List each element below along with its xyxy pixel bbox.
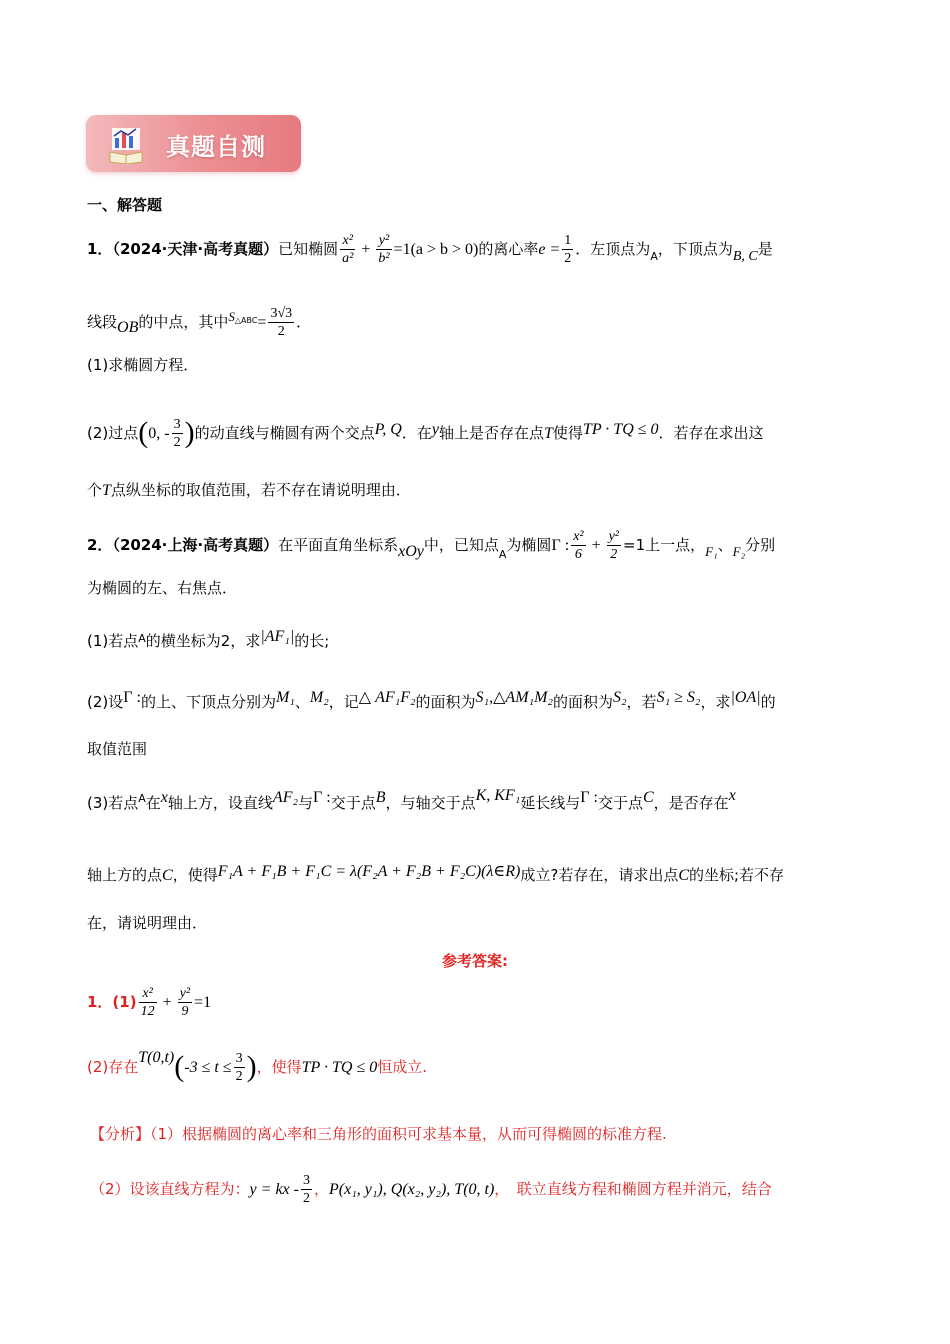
fraction-y2-b2: $\frac{\text{y²}}{\text{b²}}$ [378,233,390,266]
ellipse-condition: =1(a > b > 0) [393,241,479,258]
q2-text: 轴上方的点 [87,866,163,884]
t-range: -3 ≤ t ≤ [184,1059,232,1076]
ellipse-gamma: Γ : [313,789,331,806]
q2-text: ，使得 [172,866,218,884]
q1-text: 轴上是否存在点 [438,424,544,442]
point-b: B [375,789,386,806]
q2-text: 在 [145,794,161,812]
length-af1: |AF₁| [260,628,295,645]
q2-text: 为椭圆 [506,536,552,554]
point-a: A [498,548,507,561]
q1-part-2: (2)过点(0, - $\frac{3}{2}$ )的动直线与椭圆有两个交点P, Q．在y轴上是否存在点T使得TP · TQ ≤ 0．若存在求出这 [87,416,764,450]
dot-product-condition: TP · TQ ≤ 0 [301,1059,378,1076]
section-banner [86,115,301,172]
fraction-y2-2: $\frac{\text{y²}}{2}$ [608,529,620,562]
q1-text: 是 [757,240,773,258]
q2-text: ，是否存在 [653,794,729,812]
fraction-one-half: $\frac{1}{2}$ [564,233,572,266]
q2-part-3-cont [87,862,784,886]
line-af2: AF₂ [272,789,299,806]
area-subscript: △ABC [234,316,258,325]
section-heading: 一、解答题 [87,196,163,214]
q2-part-2-cont: 取值范围 [87,740,148,758]
q2-text: 成立?若存在，请求出点 [520,866,679,884]
q1-text: 个 [87,481,103,499]
q2-text: =1上一点， [623,536,706,554]
x-axis-symbol: x [160,789,168,806]
coordinate-system: xOy [398,543,424,560]
point-c: C [678,867,689,884]
intersection-points: P(x₁, y₁), Q(x₂, y₂), T(0, t) [329,1181,495,1198]
q2-text: ，若 [626,693,657,711]
area-s2: S₂ [612,689,627,706]
q2-text: 与 [298,794,314,812]
q1-text: ．左顶点为 [575,240,651,258]
q1-text: 点纵坐标的取值范围，若不存在请说明理由． [110,481,411,499]
q1-line-1: 1．（2024·天津·高考真题）已知椭圆 $\frac{\text{x²}}{\text{a²}}$ + $\frac{\text{y²}}{\text{b²}}$ =1(a > b > 0)的离心率e = $\frac{1}{2}$ ．左顶点为$_A$，下顶点为B, C是 [87,233,773,266]
ellipse-gamma: Γ : [551,537,570,554]
q2-text: (2)设 [87,693,124,711]
q2-text: 交于点 [330,794,376,812]
point-t-0-t: T(0,t) [138,1049,175,1066]
q1-text: 线段 [87,313,118,331]
q2-text: 的上、下顶点分别为 [140,693,276,711]
q2-part-2 [87,688,776,712]
q1-part-2-cont [87,480,411,501]
q1-source: （2024·天津·高考真题） [112,240,279,258]
equals-one: =1 [194,994,212,1011]
answer-text: ，使得 [256,1058,302,1076]
focus-f1: F₁ [705,544,718,559]
q2-line-1: 2．（2024·上海·高考真题）在平面直角坐标系xOy中，已知点$_A$为椭圆Γ : $\frac{\text{x²}}{6}$ + $\frac{\text{y²}}{2}$ =1上一点，F₁、F₂分别 [87,529,776,562]
point-a: A [650,250,658,263]
q1-text: ． [296,313,312,331]
q2-text: 的 [760,693,776,711]
fraction-y2-9: $\frac{\text{y²}}{9}$ [179,986,191,1019]
answer-text: ， 联立直线方程和椭圆方程并消元，结合 [494,1180,772,1198]
q1-text: ，下顶点为 [657,240,733,258]
q1-text: 的离心率 [478,240,539,258]
equals: = [257,314,267,331]
q1-text: 的中点，其中 [138,313,229,331]
q2-text: ，与 [385,794,416,812]
fraction-x2-6: $\frac{\text{x²}}{6}$ [573,529,584,562]
book-chart-icon [108,124,144,164]
q2-text: 的横坐标为2，求 [145,632,261,650]
answer-1-part-1: 1．(1) $\frac{\text{x²}}{12}$ + $\frac{\text{y²}}{9}$ =1 [87,986,212,1019]
q2-text: 交于点 [597,794,643,812]
triangle-af1f2: △ AF₁F₂ [358,689,416,706]
q2-text: (1)若点 [87,632,139,650]
answer-text: 恒成立. [377,1058,428,1076]
q2-number: 2． [87,536,113,554]
point-t: T [102,482,111,499]
analysis-2: （2）设该直线方程为：y = kx - $\frac{3}{2}$ ，P(x₁, y₁), Q(x₂, y₂), T(0, t)， 联立直线方程和椭圆方程并消元，结合 [90,1173,772,1206]
answer-text: （2）设该直线方程为： [90,1180,250,1198]
q2-text: ，求 [700,693,731,711]
points-p-q: P, Q [374,421,402,438]
q1-text: 的动直线与椭圆有两个交点 [194,424,375,442]
q2-source: （2024·上海·高考真题） [112,536,279,554]
q2-text: 的面积为 [415,693,476,711]
line-equation: y = kx - [249,1181,299,1198]
answer-text: (2)存在 [87,1058,139,1076]
q2-text: 延长线与 [520,794,581,812]
separator: 、 [717,536,733,554]
vertex-m1: M₁ [275,689,295,706]
area-inequality: S₁ ≥ S₂ [656,689,701,706]
q1-number: 1． [87,240,113,258]
fraction-3root3-2: $\frac{3√3}{2}$ [270,306,293,339]
banner-title: 真题自测 [166,133,266,161]
q2-part-3-end: 在，请说明理由． [87,914,208,932]
q2-text: 的面积为 [552,693,613,711]
dot-product-condition: TP · TQ ≤ 0 [582,421,659,438]
q2-text: 的长; [294,632,330,650]
vector-equation: F₁A + F₁B + F₁C = λ(F₂A + F₂B + F₂C)(λ∈R) [217,863,521,880]
length-oa: |OA| [730,689,761,706]
q1-text: 已知椭圆 [278,240,339,258]
points-b-c: B, C [732,249,758,264]
answer-text: 1．(1) [87,993,137,1011]
ellipse-gamma: Γ : [580,789,598,806]
q2-text: 分别 [745,536,776,554]
q2-text: 中，已知点 [423,536,499,554]
separator: 、 [294,693,310,711]
q1-line-2 [87,305,311,340]
point-a: A [138,632,146,645]
q2-part-3 [87,786,736,813]
triangle-am1m2: △AM₁M₂ [493,689,553,706]
eccentricity-symbol: e = [538,241,561,258]
ellipse-gamma: Γ : [123,689,141,706]
answer-heading: 参考答案: [442,952,508,970]
point-a: A [138,792,146,805]
fraction-3-2: $\frac{3}{2}$ [235,1051,243,1084]
point-coordinate: 0, - [148,425,170,442]
q2-line-2: 为椭圆的左、右焦点． [87,579,238,597]
q1-text: ．若存在求出这 [658,424,764,442]
q1-part-1: (1)求椭圆方程． [87,356,199,374]
q2-text: 的坐标;若不存 [689,866,785,884]
point-c: C [643,789,654,806]
focus-f2: F₂ [732,544,746,559]
y-axis-symbol: y [431,421,439,438]
q2-text: (3)若点 [87,794,139,812]
q2-part-1 [87,627,329,651]
q2-text: ，记 [328,693,359,711]
vertex-m2: M₂ [309,689,329,706]
q2-text: 在平面直角坐标系 [278,536,399,554]
analysis-1: 【分析】（1）根据椭圆的离心率和三角形的面积可求基本量，从而可得椭圆的标准方程. [90,1125,667,1143]
fraction-3-2: $\frac{3}{2}$ [173,417,181,450]
q2-text: 轴交于点 [415,794,476,812]
area-s1: S₁, [475,689,494,706]
point-k: K, KF₁ [475,787,521,804]
q1-text: 使得 [552,424,583,442]
point-t: T [544,425,553,442]
fraction-3-2: $\frac{3}{2}$ [302,1173,310,1206]
area-symbol: S [228,309,235,324]
point-c: C [162,867,173,884]
fraction-x2-a2: $\frac{\text{x²}}{\text{a²}}$ [342,233,354,266]
q2-text: 轴上方，设直线 [167,794,273,812]
q1-text: ．在 [401,424,432,442]
x-axis-symbol: x [728,787,736,804]
answer-1-part-2: (2)存在T(0,t)(-3 ≤ t ≤ $\frac{3}{2}$ )，使得TP · TQ ≤ 0恒成立. [87,1049,428,1084]
segment-ob: OB [117,319,139,336]
q1-text: (2)过点 [87,424,139,442]
fraction-x2-12: $\frac{\text{x²}}{12}$ [140,986,155,1019]
